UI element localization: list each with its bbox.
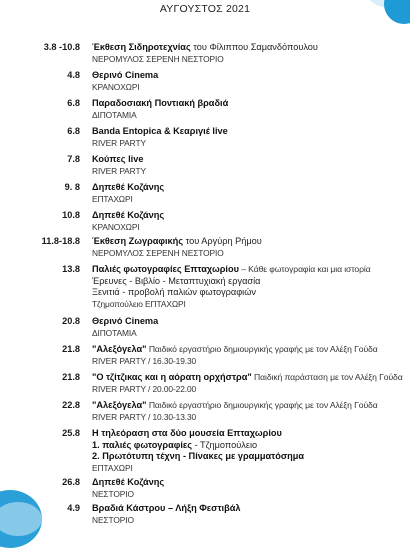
- event-title: Παλιές φωτογραφίες Επταχωρίου: [92, 264, 239, 274]
- event-subtitle: του Αργύρη Ρήμου: [183, 236, 262, 246]
- event-subtitle: Παιδικό εργαστήριο δημιουργικής γραφής με τον Αλέξη Γούδα: [146, 344, 378, 354]
- event-title: Δηπεθέ Κοζάνης: [92, 210, 165, 220]
- event-title: Banda Entopica & Κεαριγιέ live: [92, 126, 228, 136]
- event-date: 21.8: [62, 372, 80, 382]
- event-date: 10.8: [62, 210, 80, 220]
- event-title: "Ο τζίτζικας και η αόρατη ορχήστρα": [92, 372, 252, 382]
- event-location: RIVER PARTY: [92, 137, 146, 148]
- event-subtitle: Παιδική παράσταση με τον Αλέξη Γούδα: [251, 372, 403, 382]
- event-title: Έκθεση Ζωγραφικής: [92, 236, 184, 246]
- event-detail: Έρευνες - Βιβλίο - Μεταπτυχιακή εργασία: [92, 275, 261, 286]
- event-title: "Αλεξόγελα": [92, 400, 147, 410]
- event-date: 11.8-18.8: [41, 236, 80, 246]
- event-date: 22.8: [62, 400, 80, 410]
- event-date: 4.8: [67, 70, 80, 80]
- event-location: ΔΙΠΟΤΑΜΙΑ: [92, 109, 137, 120]
- page-title: ΑΥΓΟΥΣΤΟΣ 2021: [159, 3, 251, 15]
- event-location: ΕΠΤΑΧΩΡΙ: [92, 193, 133, 204]
- event-detail: - Τζημοπούλειο: [192, 439, 258, 450]
- event-location: Τζημοπούλειο ΕΠΤΑΧΩΡΙ: [92, 298, 186, 309]
- event-title: Έκθεση Σιδηροτεχνίας: [92, 42, 191, 52]
- event-date: 21.8: [62, 344, 80, 354]
- event-location: ΝΕΡΟΜΥΛΟΣ ΣΕΡΕΝΗ ΝΕΣΤΟΡΙΟ: [92, 53, 224, 64]
- event-location: ΝΕΡΟΜΥΛΟΣ ΣΕΡΕΝΗ ΝΕΣΤΟΡΙΟ: [92, 247, 224, 258]
- event-location: ΚΡΑΝΟΧΩΡΙ: [92, 81, 140, 92]
- event-title: Θερινό Cinema: [92, 316, 159, 326]
- event-date: 13.8: [62, 264, 80, 274]
- event-date: 7.8: [67, 154, 80, 164]
- event-title: Κούπες live: [92, 154, 144, 164]
- event-title: Δηπεθέ Κοζάνης: [92, 477, 165, 487]
- event-location: RIVER PARTY / 20.00-22.00: [92, 383, 197, 394]
- event-location: RIVER PARTY / 16.30-19.30: [92, 355, 197, 366]
- event-title: Παραδοσιακή Ποντιακή βραδιά: [92, 98, 229, 108]
- event-location: RIVER PARTY / 10.30-13.30: [92, 411, 197, 422]
- event-subtitle: του Φίλιππου Σαμανδόπουλου: [190, 42, 318, 52]
- event-date: 9. 8: [64, 182, 80, 192]
- event-detail: Ξενιτιά - προβολή παλιών φωτογραφιών: [92, 287, 256, 298]
- event-location: RIVER PARTY: [92, 165, 146, 176]
- event-date: 6.8: [67, 126, 80, 136]
- event-title: Η τηλεόραση στα δύο μουσεία Επταχωρίου: [92, 428, 282, 438]
- event-title: Βραδιά Κάστρου – Λήξη Φεστιβάλ: [92, 503, 241, 513]
- event-detail-title: 1. παλιές φωτογραφίες: [92, 439, 193, 450]
- event-location: ΝΕΣΤΟΡΙΟ: [92, 514, 134, 525]
- event-title: "Αλεξόγελα": [92, 344, 147, 354]
- event-location: ΔΙΠΟΤΑΜΙΑ: [92, 327, 137, 338]
- event-subtitle: Παιδικό εργαστήριο δημιουργικής γραφής με τον Αλέξη Γούδα: [146, 400, 378, 410]
- event-title: Δηπεθέ Κοζάνης: [92, 182, 165, 192]
- event-title: Θερινό Cinema: [92, 70, 159, 80]
- event-location: ΕΠΤΑΧΩΡΙ: [92, 462, 133, 473]
- event-subtitle: – Κάθε φωτογραφία και μια ιστορία: [238, 264, 371, 274]
- event-date: 26.8: [62, 477, 80, 487]
- event-date: 20.8: [62, 316, 80, 326]
- event-date: 3.8 -10.8: [43, 42, 80, 52]
- event-location: ΝΕΣΤΟΡΙΟ: [92, 488, 134, 499]
- event-detail-title: 2. Πρωτότυπη τέχνη - Πίνακες με γραμματόσημα: [92, 451, 305, 462]
- event-date: 6.8: [67, 98, 80, 108]
- event-date: 25.8: [62, 428, 80, 438]
- event-location: ΚΡΑΝΟΧΩΡΙ: [92, 221, 140, 232]
- event-date: 4.9: [67, 503, 80, 513]
